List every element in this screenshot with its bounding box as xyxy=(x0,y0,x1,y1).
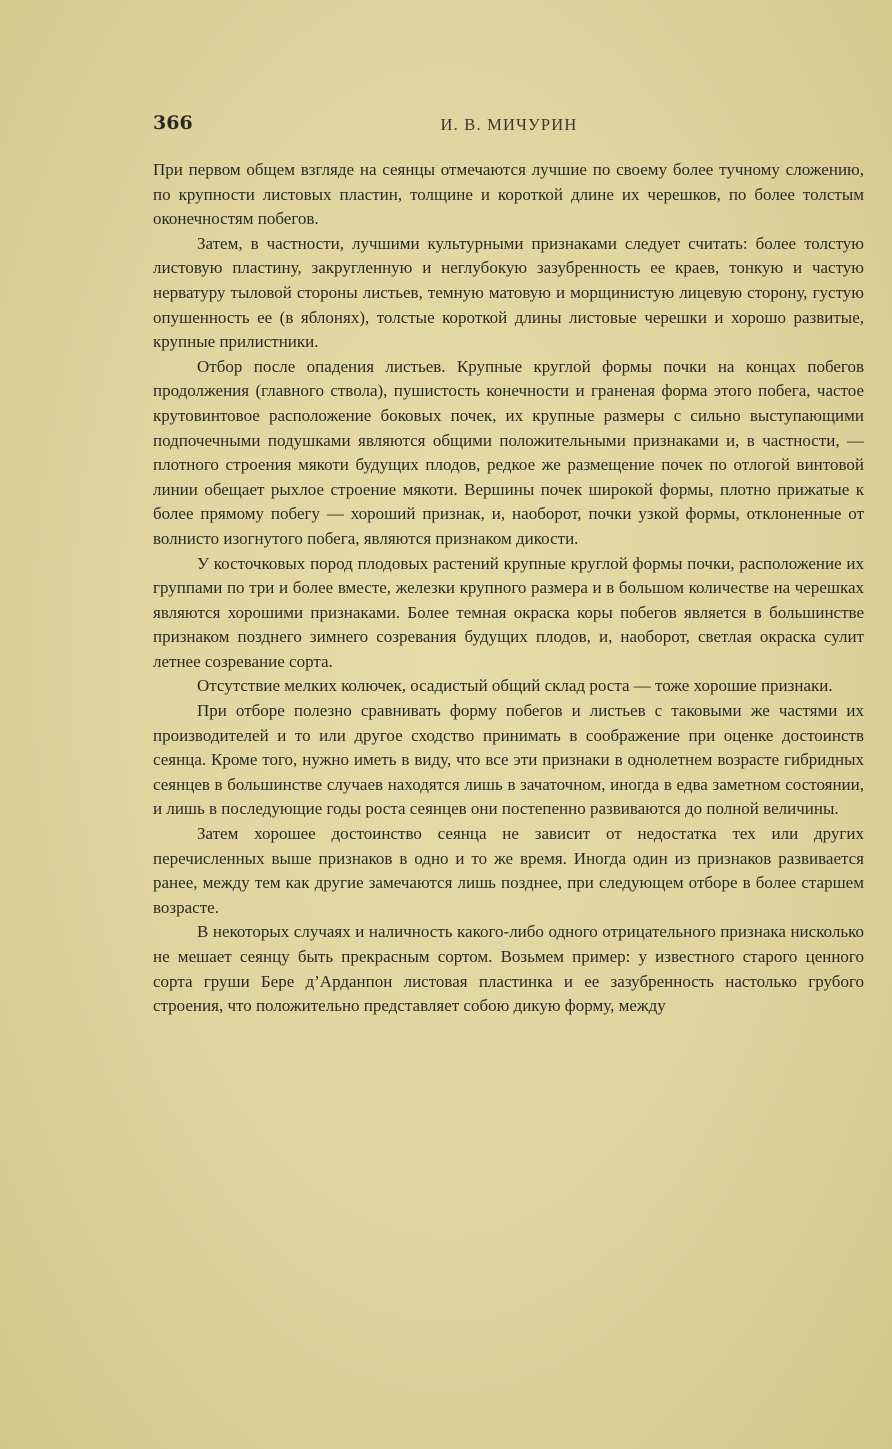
paragraph-7: Затем хорошее достоинство сеянца не зависит от недостатка тех или других перечисленных выше признаков в одно и то же время. Иногда один из признаков развивается ранее, между тем как другие замечаются лишь позднее, при следующем отборе в более старшем возрасте. xyxy=(153,824,864,917)
paragraph-2: Затем, в частности, лучшими культурными признаками следует считать: более толстую листовую пластину, закругленную и неглубокую зазубренность ее краев, тонкую и частую нерватуру тыловой стороны листьев, темную матовую и морщинистую лицевую сторону, густую опушенность ее (в яблонях), толстые короткой длины листовые черешки и хорошо развитые, крупные прилистники. xyxy=(153,233,864,352)
paragraph-5: Отсутствие мелких колючек, осадистый общий склад роста — тоже хорошие признаки. xyxy=(197,676,833,696)
text-body xyxy=(153,158,864,1019)
paragraph-3: Отбор после опадения листьев. Крупные круглой формы почки на концах побегов продолжения (главного ствола), пушистость конечности и граненая форма этого побега, частое крутовинтовое расположение боковых почек, их крупные размеры с сильно выступающими подпочечными подушками являются общими положительными признаками и, в частности, — плотного строения мякоти будущих плодов, редкое же размещение почек по отлогой винтовой линии обещает рыхлое строение мякоти. Вершины почек широкой формы, плотно прижатые к более прямому побегу — хороший признак, и, наоборот, почки узкой формы, отклоненные от волнисто изогнутого побега, являются признаком дикости. xyxy=(153,356,864,548)
paragraph-1: При первом общем взгляде на сеянцы отмечаются лучшие по своему более тучному сложению, по крупности листовых пластин, толщине и короткой длине их черешков, по более толстым оконечностям побегов. xyxy=(153,160,864,229)
paragraph-4: У косточковых пород плодовых растений крупные круглой формы почки, расположение их группами по три и более вместе, железки крупного размера и в большом количестве на черешках являются хорошими признаками. Более темная окраска коры побегов является в большинстве признаком позднего зимнего созревания будущих плодов, и, наоборот, светлая окраска сулит летнее созревание сорта. xyxy=(153,553,864,671)
paragraph-6: При отборе полезно сравнивать форму побегов и листьев с таковыми же частями их производителей и то или другое сходство принимать в соображение при оценке достоинств сеянца. Кроме того, нужно иметь в виду, что все эти признаки в однолетнем возрасте гибридных сеянцев в большинстве случаев находятся лишь в зачаточном, иногда в едва заметном состоянии, и лишь в последующие годы роста сеянцев они постепенно развиваются до полной величины. xyxy=(153,701,864,819)
page-number: 366 xyxy=(153,112,193,134)
page-header xyxy=(153,112,865,142)
paragraph-8: В некоторых случаях и наличность какого-либо одного отрицательного признака нисколько не мешает сеянцу быть прекрасным сортом. Возьмем пример: у известного старого ценного сорта груши Бере д’Арданпон листовая пластинка и ее зазубренность настолько грубого строения, что положительно представляет собою дикую форму, между xyxy=(153,922,864,1016)
running-head: И. В. МИЧУРИН xyxy=(440,115,578,134)
